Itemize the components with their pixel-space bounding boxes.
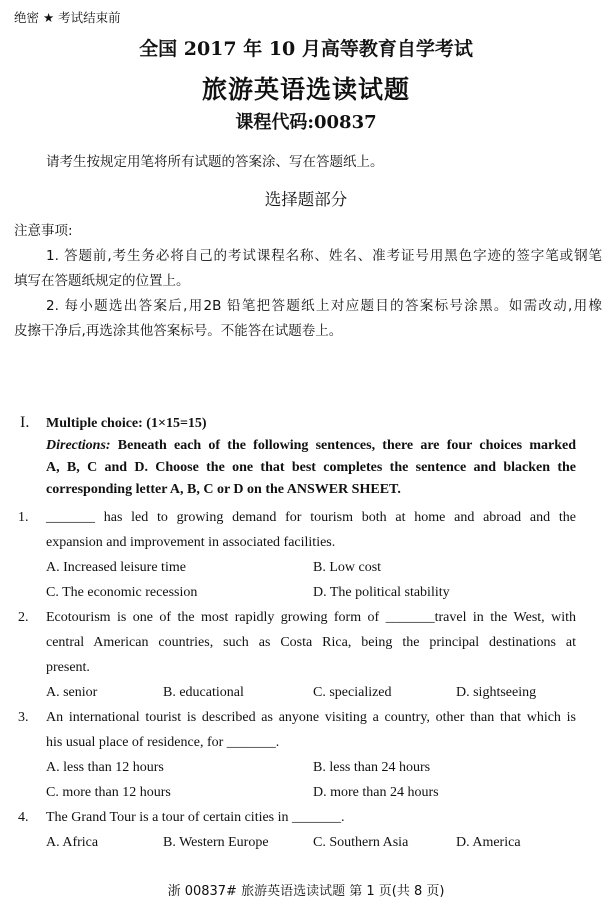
part-numeral: I. (20, 414, 30, 431)
directions-text: Beneath each of the following sentences, there are four choices marked (110, 438, 576, 453)
question-3-stem-line2: his usual place of residence, for _______. (46, 735, 280, 750)
question-2-stem-line1: Ecotourism is one of the most rapidly growing form of _______travel in the West, with (46, 610, 576, 625)
note-item-1-line2: 填写在答题纸规定的位置上。 (14, 273, 190, 289)
question-4-option-c: C. Southern Asia (313, 835, 409, 850)
note-item-1-line1: 1. 答题前,考生务必将自己的考试课程名称、姓名、准考证号用黑色字迹的签字笔或钢笔 (46, 248, 602, 264)
exam-title-line2: 旅游英语选读试题 (201, 75, 410, 104)
question-3-option-d: D. more than 24 hours (313, 785, 439, 800)
question-2-option-d: D. sightseeing (456, 685, 537, 700)
question-1-option-b: B. Low cost (313, 560, 382, 575)
question-1-option-a: A. Increased leisure time (46, 560, 186, 575)
page-footer: 浙 00837# 旅游英语选读试题 第 1 页(共 8 页) (167, 884, 445, 899)
question-1-option-c: C. The economic recession (46, 585, 198, 600)
question-2-stem-line3: present. (46, 660, 90, 675)
question-3-stem-line1: An international tourist is described as anyone visiting a country, other than that which is (46, 710, 576, 725)
question-3-number: 3. (18, 710, 29, 725)
question-2-option-c: C. specialized (313, 685, 392, 700)
question-4-stem-line1: The Grand Tour is a tour of certain cities in _______. (46, 810, 345, 825)
note-item-2-line1: 2. 每小题选出答案后,用2B 铅笔把答题纸上对应题目的答案标号涂黑。如需改动,用橡 (46, 298, 602, 314)
question-4-option-a: A. Africa (46, 835, 99, 850)
question-3-option-a: A. less than 12 hours (46, 760, 164, 775)
exam-title-line1: 全国 2017 年 10 月高等教育自学考试 (139, 38, 473, 60)
directions-line2: A, B, C and D. Choose the one that best completes the sentence and blacken the (46, 460, 576, 475)
question-3-option-c: C. more than 12 hours (46, 785, 171, 800)
question-2-option-b: B. educational (163, 685, 244, 700)
question-4-number: 4. (18, 810, 29, 825)
note-item-2-line2: 皮擦干净后,再选涂其他答案标号。不能答在试题卷上。 (14, 323, 343, 339)
notes-heading: 注意事项: (14, 223, 73, 239)
section-title: 选择题部分 (264, 190, 348, 209)
course-code: 课程代码:00837 (235, 112, 377, 133)
question-1-stem-line1: _______ has led to growing demand for tourism both at home and abroad and the (46, 510, 576, 525)
question-3-option-b: B. less than 24 hours (313, 760, 431, 775)
question-4-option-b: B. Western Europe (163, 835, 269, 850)
directions-label: Directions: (46, 438, 111, 453)
question-4-option-d: D. America (456, 835, 521, 850)
directions-line3: corresponding letter A, B, C or D on the ANSWER SHEET. (46, 482, 401, 497)
question-1-stem-line2: expansion and improvement in associated facilities. (46, 535, 336, 550)
directions-line1 (46, 438, 576, 454)
question-1-number: 1. (18, 510, 29, 525)
question-2-option-a: A. senior (46, 685, 98, 700)
part-heading: Multiple choice: (1×15=15) (46, 416, 207, 431)
question-1-option-d: D. The political stability (313, 585, 450, 600)
question-2-stem-line2: central American countries, such as Costa Rica, being the principal destinations at (46, 635, 576, 650)
question-2-number: 2. (18, 610, 29, 625)
confidential-label: 绝密 ★ 考试结束前 (14, 10, 121, 25)
answer-instruction: 请考生按规定用笔将所有试题的答案涂、写在答题纸上。 (46, 154, 384, 170)
